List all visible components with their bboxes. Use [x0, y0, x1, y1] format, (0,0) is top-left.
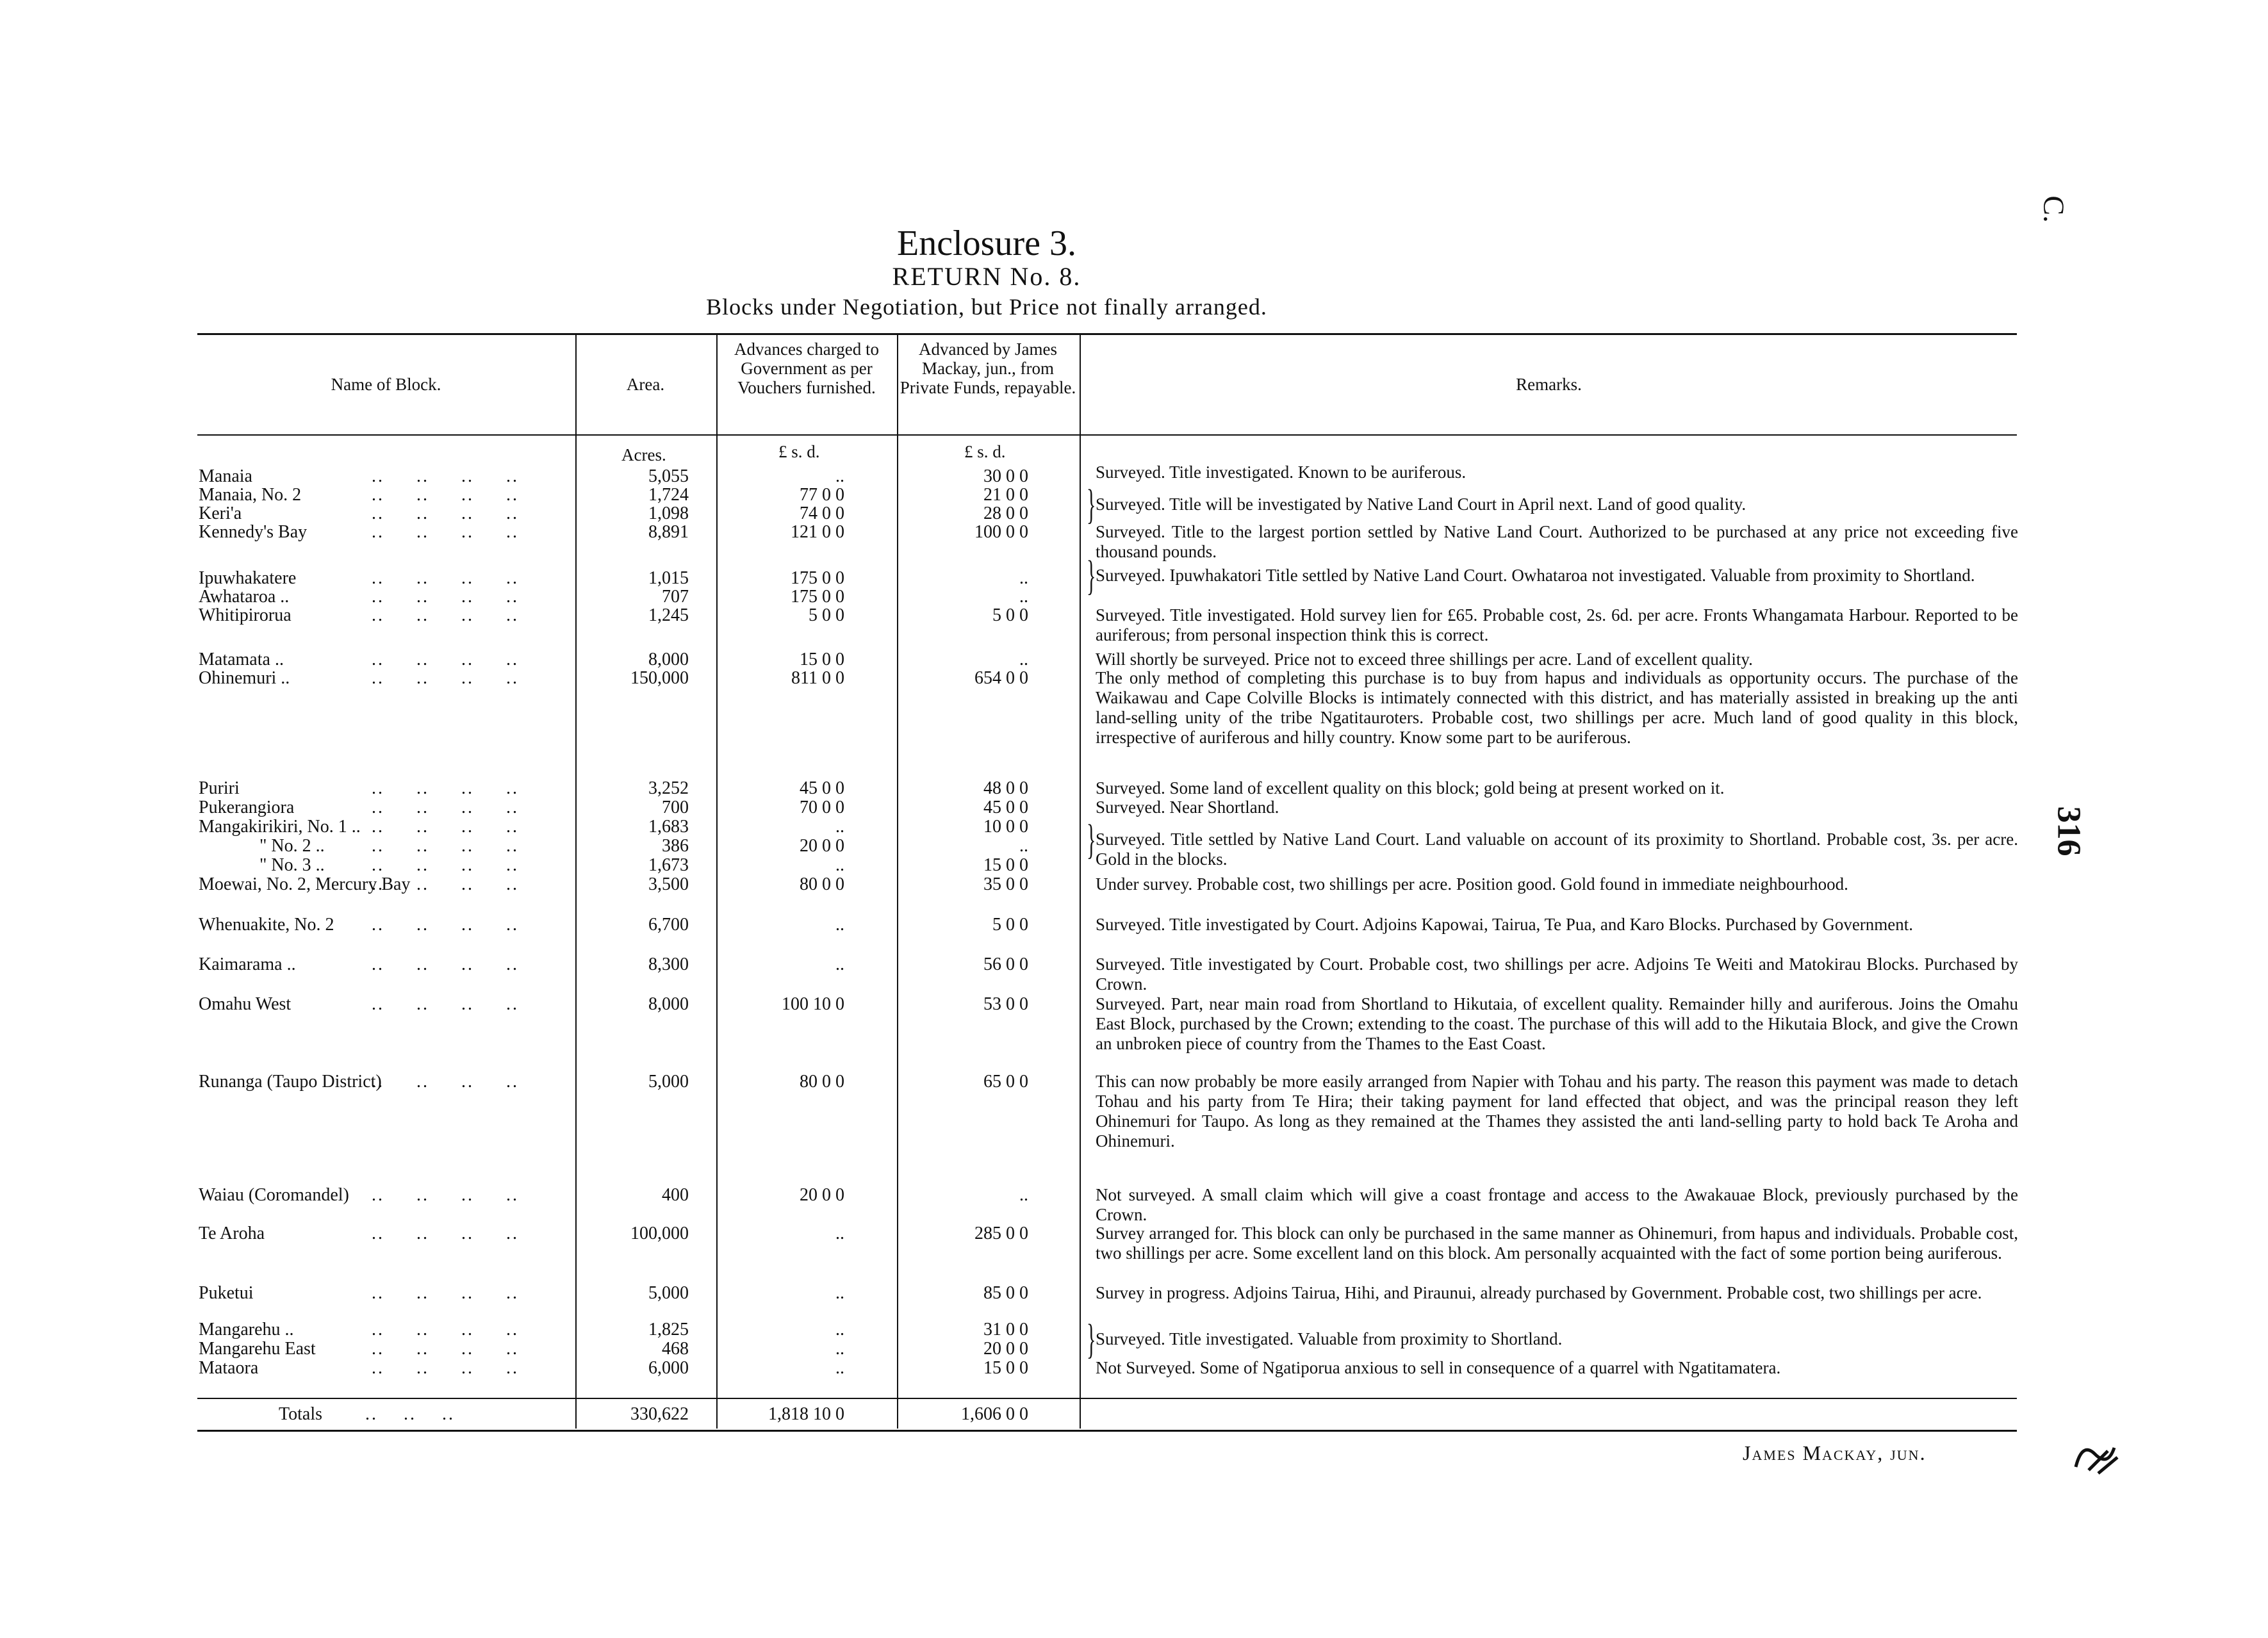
- block-area: 5,000: [648, 1072, 689, 1092]
- government-advance: 100 10 0: [782, 994, 844, 1014]
- block-name: Puketui: [199, 1283, 254, 1303]
- table-row: [199, 587, 2012, 606]
- block-area: 150,000: [630, 668, 689, 688]
- block-area: 3,500: [648, 874, 689, 894]
- block-name: Whitipirorua: [199, 605, 292, 625]
- private-advance: 65 0 0: [983, 1072, 1028, 1092]
- block-area: 8,000: [648, 650, 689, 669]
- block-area: 6,000: [648, 1358, 689, 1378]
- page-number: 316: [2050, 806, 2087, 856]
- block-name: Puriri: [199, 778, 240, 798]
- government-advance: ..: [835, 1320, 844, 1339]
- block-area: 5,000: [648, 1283, 689, 1303]
- remark-text: Not surveyed. A small claim which will give a coast frontage and access to the Awakauae Block, previously purchased by the Crown.: [1096, 1185, 2018, 1224]
- private-advance: 21 0 0: [983, 485, 1028, 505]
- block-name: Matamata ..: [199, 650, 284, 669]
- remark-text: Survey arranged for. This block can only be purchased in the same manner as Ohinemuri, from hapus and individuals. Probable cost, two shillings per acre. Some excellent land on this block. Am personally acquainted with the fact of some portion being auriferous.: [1096, 1224, 2018, 1263]
- private-advance: ..: [1019, 587, 1028, 607]
- private-advance: 35 0 0: [983, 874, 1028, 894]
- handwritten-page-mark: [2069, 1435, 2127, 1491]
- block-name: Runanga (Taupo District): [199, 1072, 382, 1092]
- leader-dots: .. .. .. ..: [372, 466, 519, 486]
- government-advance: ..: [835, 466, 844, 486]
- leader-dots: .. .. .. ..: [372, 568, 519, 588]
- block-area: 100,000: [630, 1224, 689, 1243]
- return-number: RETURN No. 8.: [892, 262, 1081, 291]
- private-advance: 10 0 0: [983, 817, 1028, 837]
- leader-dots: .. .. .. ..: [372, 1339, 519, 1359]
- block-area: 6,700: [648, 915, 689, 935]
- private-advance: 15 0 0: [983, 855, 1028, 875]
- block-name: Te Aroha: [199, 1224, 265, 1243]
- government-advance: ..: [835, 915, 844, 935]
- leader-dots: .. .. .. ..: [372, 587, 519, 607]
- table-subtitle: Blocks under Negotiation, but Price not finally arranged.: [706, 294, 1267, 320]
- unit-area: Acres.: [621, 445, 666, 464]
- remark-text: Not Surveyed. Some of Ngatiporua anxious to sell in consequence of a quarrel with Ngatitamatera.: [1096, 1358, 1781, 1377]
- government-advance: ..: [835, 1358, 844, 1378]
- government-advance: ..: [835, 1224, 844, 1243]
- government-advance: 811 0 0: [791, 668, 844, 688]
- block-area: 468: [662, 1339, 689, 1359]
- government-advance: 20 0 0: [800, 1185, 844, 1205]
- leader-dots: .. .. ..: [365, 1404, 455, 1424]
- block-name: " No. 3 ..: [259, 855, 325, 875]
- remark-text: The only method of completing this purchase is to buy from hapus and individuals as opportunity occurs. The purchase of the Waikawau and Cape Colville Blocks is intimately connected with this district, and has materially assisted in breaking up the anti land-selling unity of the tribe Ngatitauroters. Probable cost, two shillings per acre. Much land of good quality in this block, irrespective of auriferous and hilly country. Know some part to be auriferous.: [1096, 668, 2018, 747]
- grouping-brace: }: [1087, 817, 1096, 864]
- leader-dots: .. .. .. ..: [372, 485, 519, 505]
- block-name: Waiau (Coromandel): [199, 1185, 349, 1205]
- government-advance: ..: [835, 954, 844, 974]
- leader-dots: .. .. .. ..: [372, 1072, 519, 1092]
- private-advance: 5 0 0: [992, 915, 1028, 935]
- block-area: 8,891: [648, 522, 689, 542]
- block-name: Mataora: [199, 1358, 259, 1378]
- block-area: 400: [662, 1185, 689, 1205]
- government-advance: 45 0 0: [800, 778, 844, 798]
- leader-dots: .. .. .. ..: [372, 817, 519, 837]
- remark-text: Surveyed. Title will be investigated by Native Land Court in April next. Land of good quality.: [1096, 495, 1746, 514]
- private-advance: 31 0 0: [983, 1320, 1028, 1339]
- government-advance: 77 0 0: [800, 485, 844, 505]
- block-area: 1,098: [648, 504, 689, 523]
- page-letter: C.: [2037, 195, 2071, 223]
- unit-private: £ s. d.: [964, 442, 1006, 461]
- remark-text: Surveyed. Title investigated. Known to be auriferous.: [1096, 463, 1467, 482]
- block-name: Ipuwhakatere: [199, 568, 297, 588]
- remark-text: Surveyed. Near Shortland.: [1096, 798, 1279, 817]
- leader-dots: .. .. .. ..: [372, 668, 519, 688]
- leader-dots: .. .. .. ..: [372, 1283, 519, 1303]
- block-name: Whenuakite, No. 2: [199, 915, 334, 935]
- private-advance: 20 0 0: [983, 1339, 1028, 1359]
- government-advance: 80 0 0: [800, 874, 844, 894]
- block-name: Ohinemuri ..: [199, 668, 290, 688]
- block-name: Omahu West: [199, 994, 292, 1014]
- remark-text: Surveyed. Title settled by Native Land Court. Land valuable on account of its proximity to Shortland. Probable cost, 3s. per acre. Gold in the blocks.: [1096, 830, 2018, 869]
- remark-text: Surveyed. Title investigated. Valuable from proximity to Shortland.: [1096, 1329, 1563, 1348]
- leader-dots: .. .. .. ..: [372, 855, 519, 875]
- private-advance: 30 0 0: [983, 466, 1028, 486]
- block-name: Manaia, No. 2: [199, 485, 302, 505]
- leader-dots: .. .. .. ..: [372, 522, 519, 542]
- block-area: 1,724: [648, 485, 689, 505]
- header-bottom-rule: [197, 434, 2017, 436]
- private-advance: 285 0 0: [974, 1224, 1028, 1243]
- leader-dots: .. .. .. ..: [372, 1320, 519, 1339]
- signature: James Mackay, jun.: [1743, 1441, 1927, 1464]
- private-advance: 85 0 0: [983, 1283, 1028, 1303]
- table-top-rule: [197, 333, 2017, 335]
- leader-dots: .. .. .. ..: [372, 605, 519, 625]
- leader-dots: .. .. .. ..: [372, 1224, 519, 1243]
- leader-dots: .. .. .. ..: [372, 1185, 519, 1205]
- leader-dots: .. .. .. ..: [372, 874, 519, 894]
- government-advance: ..: [835, 1339, 844, 1359]
- header-area: Area.: [626, 375, 665, 394]
- leader-dots: .. .. .. ..: [372, 954, 519, 974]
- private-advance: 28 0 0: [983, 504, 1028, 523]
- block-name: Awhataroa ..: [199, 587, 290, 607]
- block-area: 5,055: [648, 466, 689, 486]
- block-name: Moewai, No. 2, Mercury Bay: [199, 874, 411, 894]
- block-name: Mangarehu East: [199, 1339, 316, 1359]
- block-area: 8,000: [648, 994, 689, 1014]
- remark-text: Surveyed. Title investigated. Hold survey lien for £65. Probable cost, 2s. 6d. per acre. Fronts Whangamata Harbour. Reported to be auriferous; from personal inspection think this is correct.: [1096, 605, 2018, 644]
- totals-top-rule: [197, 1398, 2017, 1399]
- government-advance: 121 0 0: [791, 522, 844, 542]
- leader-dots: .. .. .. ..: [372, 994, 519, 1014]
- grouping-brace: }: [1087, 482, 1096, 528]
- block-area: 1,245: [648, 605, 689, 625]
- block-name: " No. 2 ..: [259, 836, 325, 856]
- private-advance: 56 0 0: [983, 954, 1028, 974]
- totals-government: 1,818 10 0: [768, 1404, 844, 1424]
- private-advance: 48 0 0: [983, 778, 1028, 798]
- leader-dots: .. .. .. ..: [372, 1358, 519, 1378]
- header-private: Advanced by James Mackay, jun., from Private Funds, repayable.: [900, 340, 1076, 397]
- government-advance: 5 0 0: [809, 605, 844, 625]
- block-name: Keri'a: [199, 504, 242, 523]
- government-advance: 175 0 0: [791, 568, 844, 588]
- government-advance: 175 0 0: [791, 587, 844, 607]
- private-advance: ..: [1019, 836, 1028, 856]
- private-advance: 53 0 0: [983, 994, 1028, 1014]
- block-name: Kaimarama ..: [199, 954, 296, 974]
- government-advance: ..: [835, 817, 844, 837]
- block-area: 8,300: [648, 954, 689, 974]
- block-name: Kennedy's Bay: [199, 522, 308, 542]
- block-area: 700: [662, 798, 689, 817]
- remark-text: Surveyed. Part, near main road from Shortland to Hikutaia, of excellent quality. Remainder hilly and auriferous. Joins the Omahu East Block, purchased by the Crown; extending to the coast. The purchase of this will add to the Hikutaia Block, and give the Crown an unbroken piece of country from the Thames to the East Coast.: [1096, 994, 2018, 1053]
- private-advance: 654 0 0: [974, 668, 1028, 688]
- remark-text: Surveyed. Title investigated by Court. Adjoins Kapowai, Tairua, Te Pua, and Karo Blocks. Purchased by Government.: [1096, 915, 1914, 934]
- private-advance: 5 0 0: [992, 605, 1028, 625]
- block-area: 707: [662, 587, 689, 607]
- enclosure-title: Enclosure 3.: [897, 224, 1076, 263]
- totals-private: 1,606 0 0: [961, 1404, 1028, 1424]
- private-advance: ..: [1019, 650, 1028, 669]
- header-government: Advances charged to Government as per Vouchers furnished.: [734, 340, 879, 397]
- grouping-brace: }: [1087, 1316, 1096, 1363]
- remark-text: Under survey. Probable cost, two shillings per acre. Position good. Gold found in immediate neighbourhood.: [1096, 874, 1848, 894]
- private-advance: ..: [1019, 568, 1028, 588]
- block-area: 1,683: [648, 817, 689, 837]
- government-advance: ..: [835, 1283, 844, 1303]
- table-bottom-rule: [197, 1430, 2017, 1432]
- unit-government: £ s. d.: [778, 442, 820, 461]
- grouping-brace: }: [1087, 553, 1096, 600]
- block-name: Mangarehu ..: [199, 1320, 294, 1339]
- block-area: 1,825: [648, 1320, 689, 1339]
- government-advance: 74 0 0: [800, 504, 844, 523]
- remark-text: Surveyed. Title investigated by Court. Probable cost, two shillings per acre. Adjoins Te Weiti and Matokirau Blocks. Purchased by Crown.: [1096, 954, 2018, 994]
- remark-text: Surveyed. Some land of excellent quality on this block; gold being at present worked on it.: [1096, 778, 1725, 798]
- government-advance: 15 0 0: [800, 650, 844, 669]
- private-advance: 45 0 0: [983, 798, 1028, 817]
- private-advance: ..: [1019, 1185, 1028, 1205]
- remark-text: Surveyed. Title to the largest portion settled by Native Land Court. Authorized to be purchased at any price not exceeding five thousand pounds.: [1096, 522, 2018, 561]
- leader-dots: .. .. .. ..: [372, 504, 519, 523]
- government-advance: 70 0 0: [800, 798, 844, 817]
- remark-text: Survey in progress. Adjoins Tairua, Hihi, and Piraunui, already purchased by Government. Probable cost, two shillings per acre.: [1096, 1283, 1982, 1302]
- block-area: 3,252: [648, 778, 689, 798]
- remark-text: Will shortly be surveyed. Price not to exceed three shillings per acre. Land of excellent quality.: [1096, 650, 1753, 669]
- block-area: 1,015: [648, 568, 689, 588]
- block-name: Pukerangiora: [199, 798, 295, 817]
- block-area: 1,673: [648, 855, 689, 875]
- government-advance: 20 0 0: [800, 836, 844, 856]
- leader-dots: .. .. .. ..: [372, 836, 519, 856]
- leader-dots: .. .. .. ..: [372, 778, 519, 798]
- remark-text: Surveyed. Ipuwhakatori Title settled by Native Land Court. Owhataroa not investigated. Valuable from proximity to Shortland.: [1096, 566, 1975, 585]
- leader-dots: .. .. .. ..: [372, 915, 519, 935]
- block-name: Manaia: [199, 466, 252, 486]
- header-name: Name of Block.: [331, 375, 441, 394]
- totals-label: Totals: [279, 1404, 323, 1424]
- leader-dots: .. .. .. ..: [372, 650, 519, 669]
- block-name: Mangakirikiri, No. 1 ..: [199, 817, 361, 837]
- private-advance: 100 0 0: [974, 522, 1028, 542]
- remark-text: This can now probably be more easily arranged from Napier with Tohau and his party. The reason this payment was made to detach Tohau and his party from Te Hira; their taking payment for land effected that object, and was the principal reason they left Ohinemuri for Taupo. As long as they remained at the Thames they assisted the anti land-selling party to hold back Te Aroha and Ohinemuri.: [1096, 1072, 2018, 1151]
- block-area: 386: [662, 836, 689, 856]
- header-remarks: Remarks.: [1516, 375, 1582, 394]
- government-advance: ..: [835, 855, 844, 875]
- leader-dots: .. .. .. ..: [372, 798, 519, 817]
- government-advance: 80 0 0: [800, 1072, 844, 1092]
- private-advance: 15 0 0: [983, 1358, 1028, 1378]
- totals-area: 330,622: [630, 1404, 689, 1424]
- totals-row: [199, 1404, 2012, 1423]
